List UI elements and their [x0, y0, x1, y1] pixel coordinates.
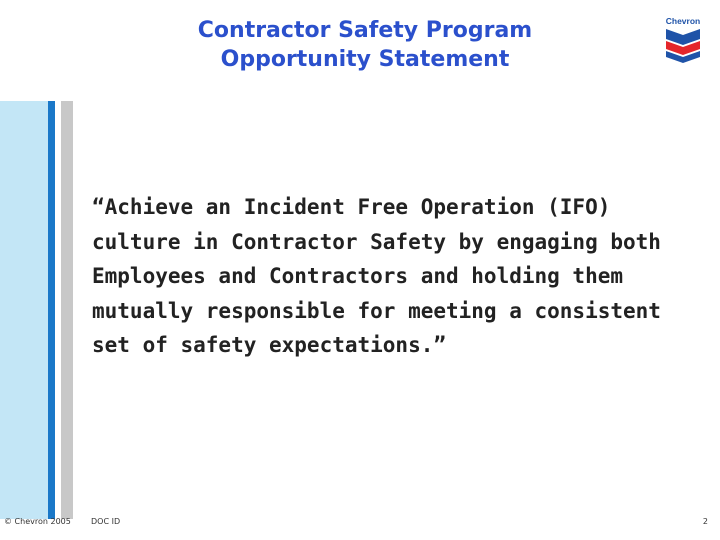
logo-wordmark: Chevron — [665, 16, 701, 26]
side-bar-gray — [61, 101, 73, 519]
footer-doc-id: DOC ID — [91, 517, 121, 526]
side-bar-blue — [48, 101, 55, 519]
slide-title — [150, 16, 580, 74]
slide-title-line-1: Contractor Safety Program — [197, 18, 533, 43]
slide-title-line-2: Opportunity Statement — [220, 47, 510, 72]
page-number: 2 — [702, 517, 708, 526]
logo-chevron-top — [666, 29, 700, 45]
footer-copyright: © Chevron 2005 — [4, 517, 71, 526]
chevron-logo-icon — [660, 16, 706, 64]
opportunity-statement: “Achieve an Incident Free Operation (IFO) culture in Contractor Safety by engaging both Employees and Contractors and holding them mutually responsible for meeting a consistent set of safety expectations.” — [92, 195, 661, 358]
side-bar-light-blue — [0, 101, 48, 519]
